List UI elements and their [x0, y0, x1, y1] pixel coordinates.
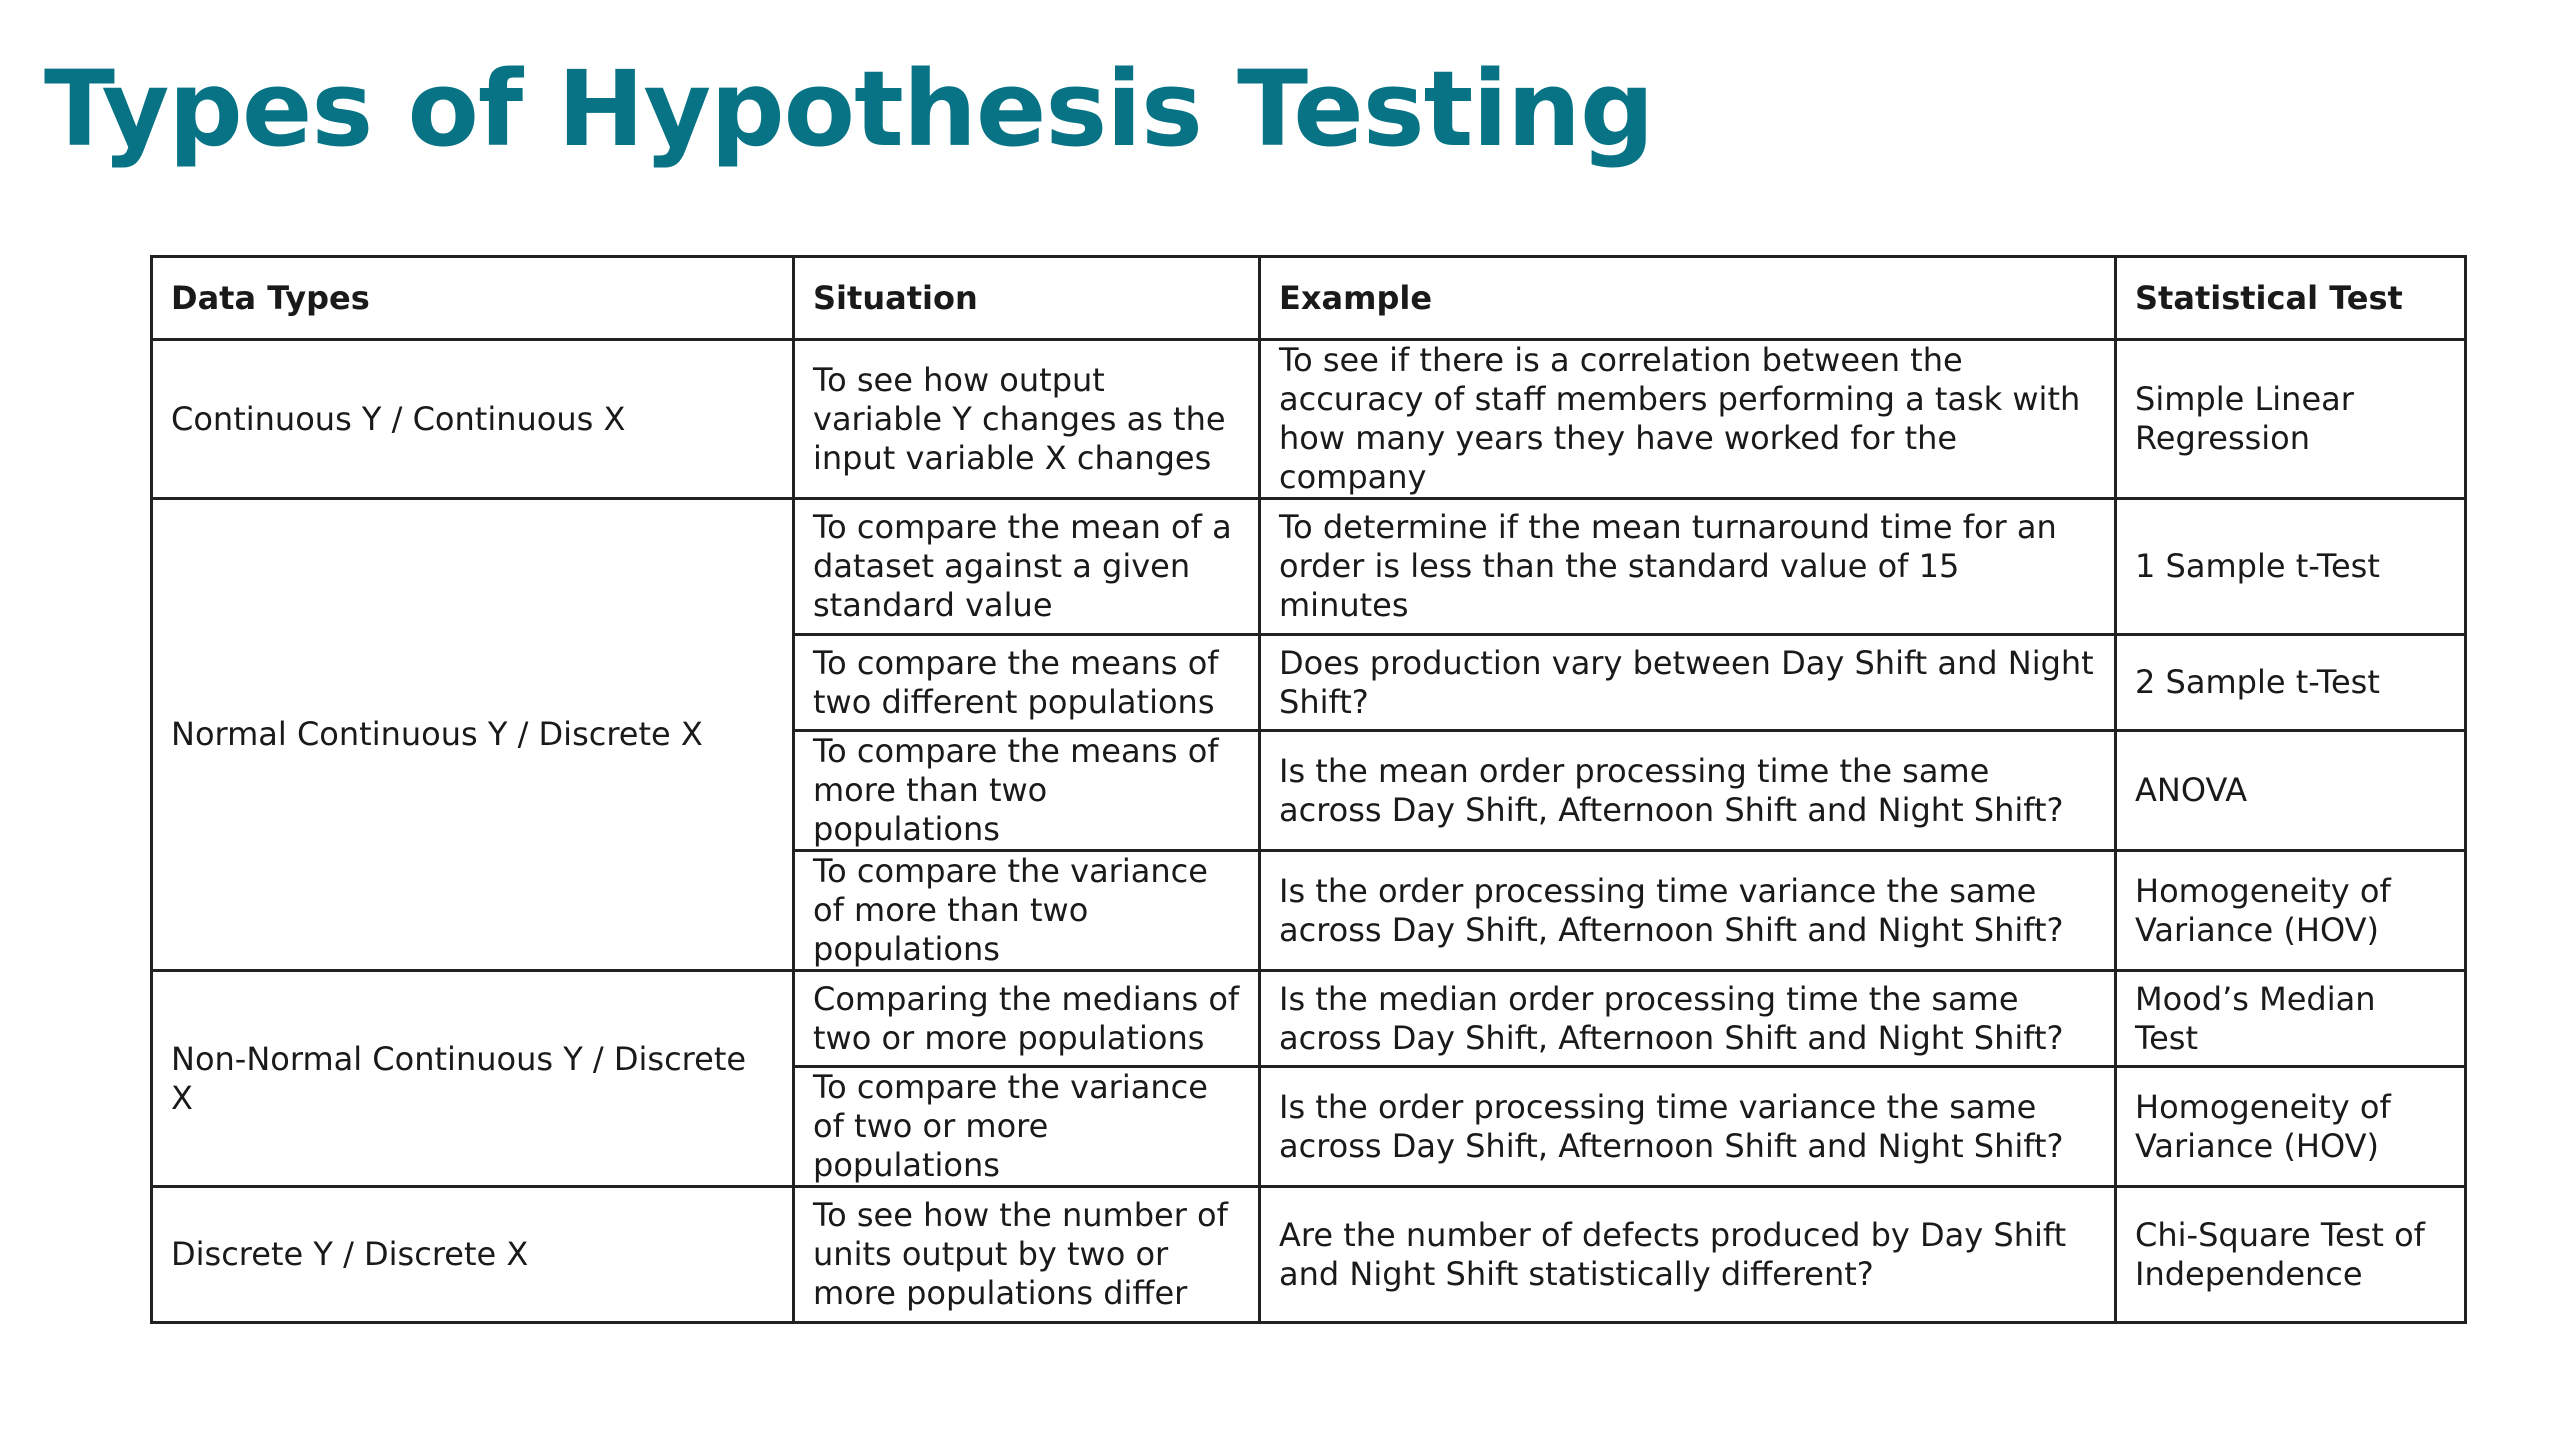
header-situation: Situation — [794, 257, 1260, 340]
data-type-cell: Discrete Y / Discrete X — [152, 1187, 794, 1323]
example-cell: Is the order processing time variance the same across Day Shift, Afternoon Shift and Night Shift? — [1260, 1067, 2116, 1187]
data-type-cell: Continuous Y / Continuous X — [152, 340, 794, 499]
example-cell: Is the mean order processing time the same across Day Shift, Afternoon Shift and Night Shift? — [1260, 731, 2116, 851]
example-cell: Is the order processing time variance the same across Day Shift, Afternoon Shift and Night Shift? — [1260, 851, 2116, 971]
table-row — [152, 1187, 2466, 1323]
example-cell: To determine if the mean turnaround time for an order is less than the standard value of 15 minutes — [1260, 499, 2116, 635]
test-cell: Mood’s Median Test — [2116, 971, 2466, 1067]
test-cell: Homogeneity of Variance (HOV) — [2116, 1067, 2466, 1187]
test-cell: ANOVA — [2116, 731, 2466, 851]
header-data-types: Data Types — [152, 257, 794, 340]
table-row — [152, 340, 2466, 499]
header-example: Example — [1260, 257, 2116, 340]
test-cell: 1 Sample t-Test — [2116, 499, 2466, 635]
situation-cell: To compare the variance of two or more populations — [794, 1067, 1260, 1187]
situation-cell: To compare the mean of a dataset against a given standard value — [794, 499, 1260, 635]
header-statistical-test: Statistical Test — [2116, 257, 2466, 340]
test-cell: Simple Linear Regression — [2116, 340, 2466, 499]
table-header-row — [152, 257, 2466, 340]
situation-cell: To compare the means of two different populations — [794, 635, 1260, 731]
test-cell: 2 Sample t-Test — [2116, 635, 2466, 731]
table-row — [152, 499, 2466, 635]
test-cell: Chi-Square Test of Independence — [2116, 1187, 2466, 1323]
hypothesis-testing-table — [150, 255, 2467, 1324]
data-type-cell: Normal Continuous Y / Discrete X — [152, 499, 794, 971]
example-cell: Does production vary between Day Shift and Night Shift? — [1260, 635, 2116, 731]
situation-cell: To compare the means of more than two populations — [794, 731, 1260, 851]
data-type-cell: Non-Normal Continuous Y / Discrete X — [152, 971, 794, 1187]
situation-cell: To compare the variance of more than two populations — [794, 851, 1260, 971]
situation-cell: To see how the number of units output by two or more populations differ — [794, 1187, 1260, 1323]
situation-cell: To see how output variable Y changes as the input variable X changes — [794, 340, 1260, 499]
page-title: Types of Hypothesis Testing — [44, 48, 1654, 170]
table-row — [152, 971, 2466, 1067]
example-cell: Are the number of defects produced by Day Shift and Night Shift statistically different? — [1260, 1187, 2116, 1323]
example-cell: Is the median order processing time the same across Day Shift, Afternoon Shift and Night Shift? — [1260, 971, 2116, 1067]
test-cell: Homogeneity of Variance (HOV) — [2116, 851, 2466, 971]
example-cell: To see if there is a correlation between the accuracy of staff members performing a task with how many years they have worked for the company — [1260, 340, 2116, 499]
situation-cell: Comparing the medians of two or more populations — [794, 971, 1260, 1067]
